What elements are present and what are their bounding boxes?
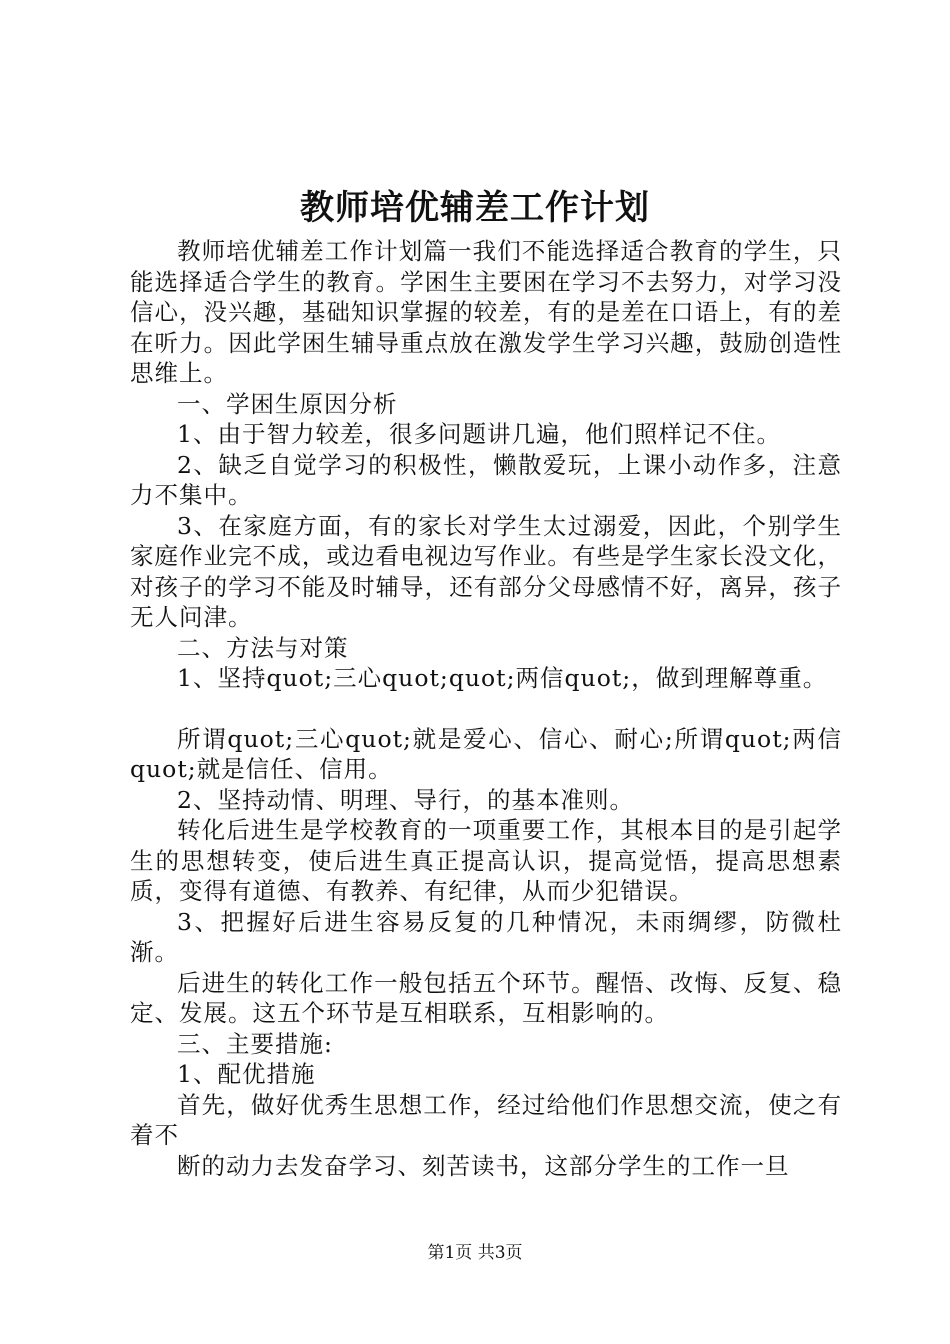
paragraph-2-1-detail: 所谓quot;三心quot;就是爱心、信心、耐心;所谓quot;两信quot;就是信任、信用。 [130, 724, 842, 783]
section-heading-2: 二、方法与对策 [177, 633, 349, 662]
paragraph-1-3: 3、在家庭方面，有的家长对学生太过溺爱，因此，个别学生家庭作业完不成，或边看电视边写作业。有些是学生家长没文化，对孩子的学习不能及时辅导，还有部分父母感情不好，离异，孩子无人问津。 [130, 511, 842, 631]
paragraph-2-3-detail: 后进生的转化工作一般包括五个环节。醒悟、改悔、反复、稳定、发展。这五个环节是互相联系，互相影响的。 [130, 968, 842, 1027]
paragraph-3-1-detail: 首先，做好优秀生思想工作，经过给他们作思想交流，使之有着不 [130, 1090, 842, 1149]
section-heading-3: 三、主要措施: [177, 1029, 333, 1058]
document-title: 教师培优辅差工作计划 [300, 188, 650, 228]
paragraph-intro: 教师培优辅差工作计划篇一我们不能选择适合教育的学生，只能选择适合学生的教育。学困生主要困在学习不去努力，对学习没信心，没兴趣，基础知识掌握的较差，有的是差在口语上，有的差在听力。因此学困生辅导重点放在激发学生学习兴趣，鼓励创造性思维上。 [130, 237, 842, 387]
paragraph-2-2: 2、坚持动情、明理、导行，的基本准则。 [177, 785, 634, 814]
paragraph-2-1: 1、坚持quot;三心quot;quot;两信quot;，做到理解尊重。 [177, 664, 828, 692]
paragraph-3-1-continued: 断的动力去发奋学习、刻苦读书，这部分学生的工作一旦 [177, 1151, 790, 1180]
paragraph-1-1: 1、由于智力较差，很多问题讲几遍，他们照样记不住。 [177, 420, 781, 448]
blank-line [130, 694, 842, 724]
paragraph-2-3: 3、把握好后进生容易反复的几种情况，未雨绸缪，防微杜渐。 [130, 907, 842, 966]
paragraph-2-2-detail: 转化后进生是学校教育的一项重要工作，其根本目的是引起学生的思想转变，使后进生真正提高认识，提高觉悟，提高思想素质，变得有道德、有教养、有纪律，从而少犯错误。 [130, 816, 842, 905]
section-heading-1: 一、学困生原因分析 [177, 389, 398, 418]
paragraph-1-2: 2、缺乏自觉学习的积极性，懒散爱玩，上课小动作多，注意力不集中。 [130, 450, 842, 509]
paragraph-3-1: 1、配优措施 [177, 1060, 316, 1088]
document-body [130, 236, 842, 1181]
page-number-footer: 第1页 共3页 [427, 1243, 523, 1263]
